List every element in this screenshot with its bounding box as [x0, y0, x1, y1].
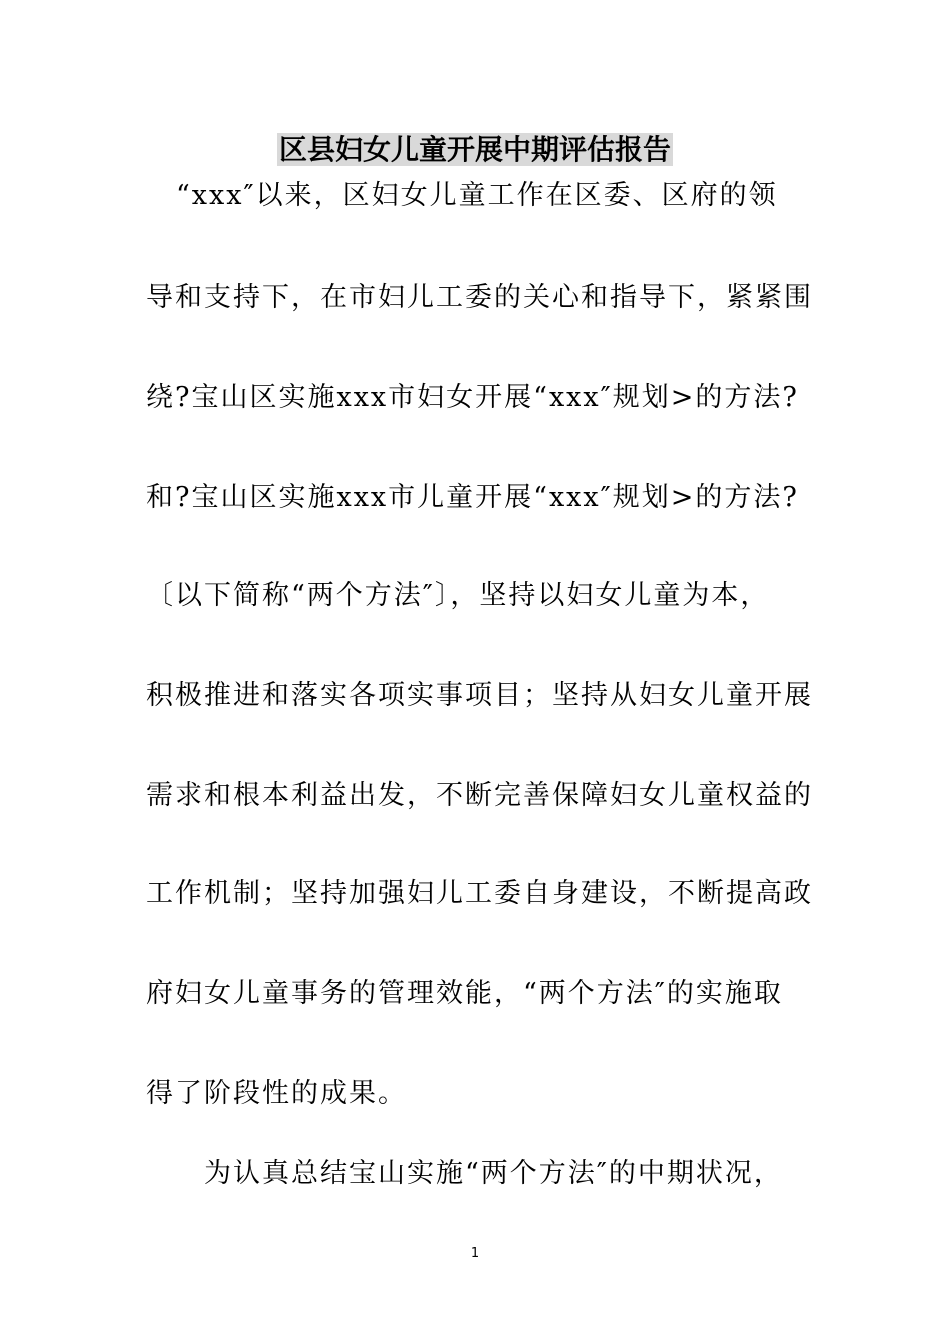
paragraph-line-2: 导和支持下，在市妇儿工委的关心和指导下，紧紧围 [146, 282, 813, 313]
paragraph-line-7: 需求和根本利益出发，不断完善保障妇女儿童权益的 [146, 780, 813, 811]
document-title-text: 区县妇女儿童开展中期评估报告 [278, 133, 671, 166]
paragraph-line-11: 为认真总结宝山实施“两个方法″的中期状况， [204, 1158, 783, 1189]
page-number: 1 [470, 1246, 480, 1261]
paragraph-line-1: “xxx″以来，区妇女儿童工作在区委、区府的领 [176, 180, 778, 211]
paragraph-line-4: 和?宝山区实施xxx市儿童开展“xxx″规划>的方法? [146, 482, 799, 513]
paragraph-line-9: 府妇女儿童事务的管理效能，“两个方法″的实施取 [146, 978, 783, 1009]
paragraph-line-3: 绕?宝山区实施xxx市妇女开展“xxx″规划>的方法? [146, 382, 799, 413]
paragraph-line-6: 积极推进和落实各项实事项目；坚持从妇女儿童开展 [146, 680, 813, 711]
paragraph-line-8: 工作机制；坚持加强妇儿工委自身建设，不断提高政 [146, 878, 813, 909]
paragraph-line-10: 得了阶段性的成果。 [146, 1078, 407, 1109]
paragraph-line-5: 〔以下简称“两个方法″〕，坚持以妇女儿童为本， [146, 580, 770, 611]
document-title [0, 128, 950, 172]
